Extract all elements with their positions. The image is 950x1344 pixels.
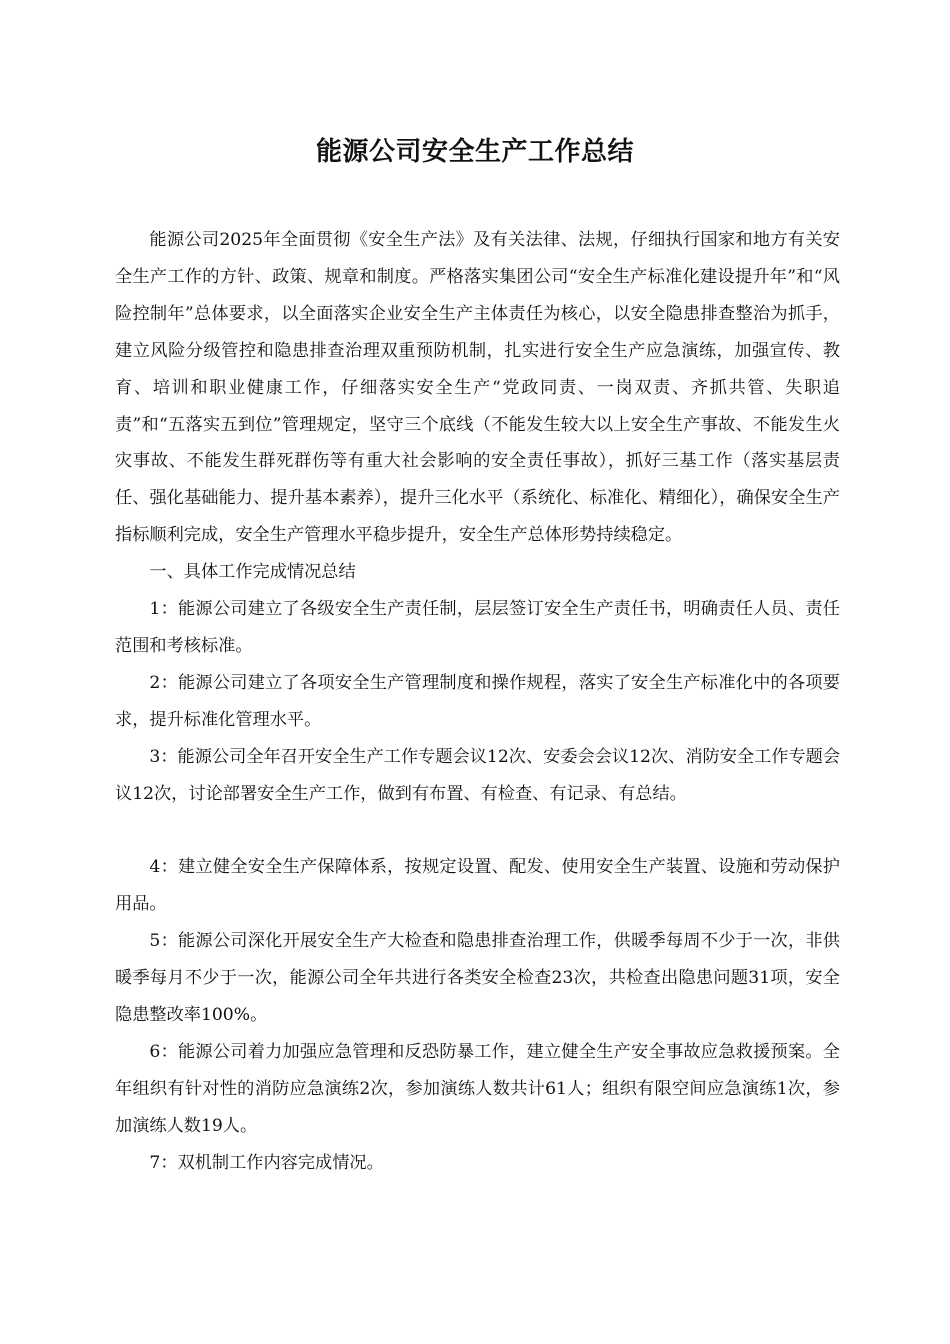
list-item: 1：能源公司建立了各级安全生产责任制，层层签订安全生产责任书，明确责任人员、责任范围和考核标准。 bbox=[115, 599, 840, 656]
list-item: 3：能源公司全年召开安全生产工作专题会议12次、安委会会议12次、消防安全工作专题会议12次，讨论部署安全生产工作，做到有布置、有检查、有记录、有总结。 bbox=[115, 746, 841, 804]
list-item: 4：建立健全安全生产保障体系，按规定设置、配发、使用安全生产装置、设施和劳动保护用品。 bbox=[115, 857, 840, 915]
list-item: 7：双机制工作内容完成情况。 bbox=[149, 1152, 384, 1173]
intro-paragraph: 能源公司2025年全面贯彻《安全生产法》及有关法律、法规，仔细执行国家和地方有关安全生产工作的方针、政策、规章和制度。严格落实集团公司“安全生产标准化建设提升年”和“风险控制年”总体要求，以全面落实企业安全生产主体责任为核心，以安全隐患排查整治为抓手，建立风险分级管控和隐患排查治理双重预防机制，扎实进行安全生产应急演练，加强宣传、教育、培训和职业健康工作，仔细落实安全生产“党政同责、一岗双责、齐抓共管、失职追责”和“五落实五到位”管理规定，坚守三个底线（不能发生较大以上安全生产事故、不能发生火灾事故、不能发生群死群伤等有重大社会影响的安全责任事故），抓好三基工作（落实基层责任、强化基础能力、提升基本素养），提升三化水平（系统化、标准化、精细化），确保安全生产指标顺利完成，安全生产管理水平稳步提升，安全生产总体形势持续稳定。 bbox=[115, 230, 840, 546]
list-item: 6：能源公司着力加强应急管理和反恐防暴工作，建立健全生产安全事故应急救援预案。全年组织有针对性的消防应急演练2次，参加演练人数共计61人；组织有限空间应急演练1次，参加演练人数19人。 bbox=[115, 1041, 840, 1136]
document-title: 能源公司安全生产工作总结 bbox=[315, 137, 634, 167]
document-body bbox=[115, 222, 840, 1182]
section-heading: 一、具体工作完成情况总结 bbox=[149, 562, 356, 583]
blank-line-spacer bbox=[115, 813, 840, 850]
list-item: 2：能源公司建立了各项安全生产管理制度和操作规程，落实了安全生产标准化中的各项要求，提升标准化管理水平。 bbox=[115, 672, 840, 730]
list-item: 5：能源公司深化开展安全生产大检查和隐患排查治理工作，供暖季每周不少于一次，非供暖季每月不少于一次，能源公司全年共进行各类安全检查23次，共检查出隐患问题31项，安全隐患整改率100%。 bbox=[115, 931, 840, 1026]
